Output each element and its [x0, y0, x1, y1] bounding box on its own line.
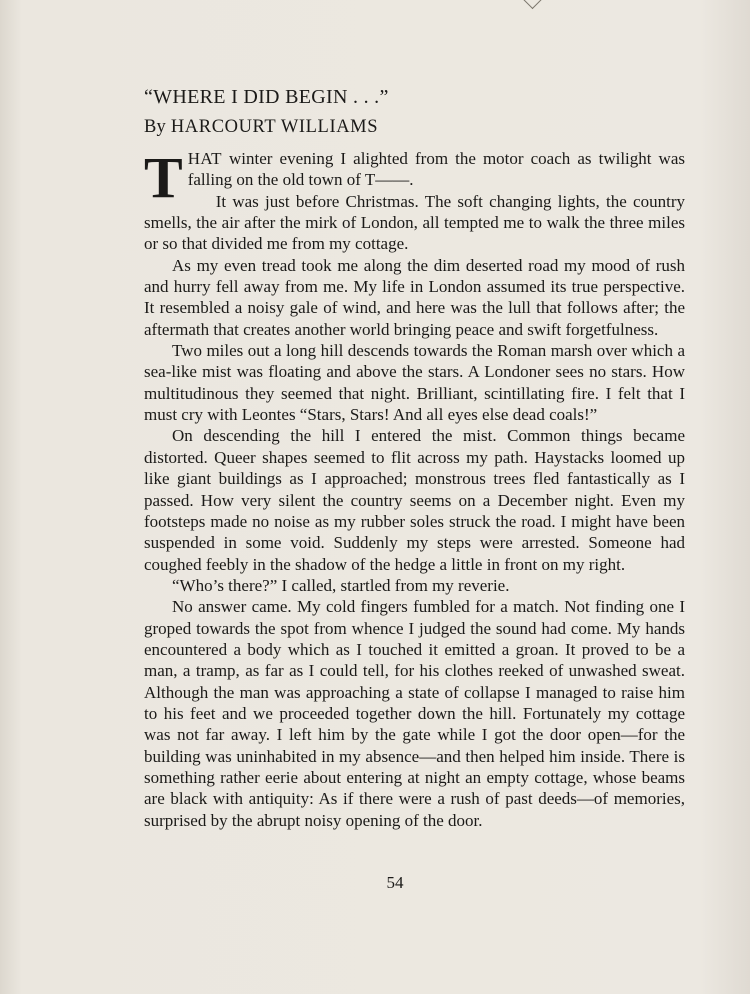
drop-cap: T [144, 145, 183, 210]
article-byline [144, 114, 685, 140]
paragraph: On descending the hill I entered the mist. Common things became distorted. Queer shapes seemed to flit across my path. Haystacks loomed up like giant buildings as I approached; monstrous trees fled fantastically as I passed. How very silent the country seems on a December night. Even my footsteps made no noise as my rubber soles struck the road. I might have been suspended in some void. Suddenly my steps were arrested. Someone had coughed feebly in the shadow of the hedge a little in front on my right. [144, 426, 685, 574]
paragraph: Two miles out a long hill descends towards the Roman marsh over which a sea-like mist was floating and above the stars. A Londoner sees no stars. How multitudinous they seemed that night. Brilliant, scintillating fire. I felt that I must cry with Leontes “Stars, Stars! And all eyes else dead coals!” [144, 341, 685, 425]
lead-first-word: HAT [187, 149, 222, 168]
page-number: 54 [386, 873, 404, 892]
byline-prefix: By [144, 117, 166, 137]
paragraph: “Who’s there?” I called, startled from my reverie. [172, 575, 510, 595]
lead-paragraph [144, 145, 685, 210]
lead-paragraph-text: winter evening I alighted from the motor coach as twilight was falling on the old town of T——. [187, 149, 685, 190]
article-body [144, 84, 685, 831]
paragraph: No answer came. My cold fingers fumbled for a match. Not finding one I groped towards the spot from whence I judged the sound had come. My hands encountered a body which as I touched it emitted a groan. It proved to be a man, a tramp, as far as I could tell, for his clothes reeked of unwashed sweat. Although the man was approaching a state of collapse I managed to raise him to his feet and we proceeded together down the hill. Fortunately my cottage was not far away. I left him by the gate while I got the door open—for the building was uninhabited in my absence—and then helped him inside. There is something rather eerie about entering at night an empty cottage, whose beams are black with antiquity: As if there were a rush of past deeds—of memories, surprised by the abrupt noisy opening of the door. [144, 597, 685, 830]
paragraph: As my even tread took me along the dim deserted road my mood of rush and hurry fell away from me. My life in London assumed its true perspective. It resembled a noisy gale of wind, and here was the lull that follows after; the aftermath that creates another world bringing peace and swift forgetfulness. [144, 255, 685, 339]
story-text [144, 145, 685, 831]
article-title: “WHERE I DID BEGIN . . .” [144, 86, 389, 108]
page-fold-mark [522, 0, 543, 9]
author-name: HARCOURT WILLIAMS [170, 117, 379, 137]
paragraph: It was just before Christmas. The soft changing lights, the country smells, the air after the mirk of London, all tempted me to walk the three miles or so that divided me from my cottage. [144, 191, 685, 254]
